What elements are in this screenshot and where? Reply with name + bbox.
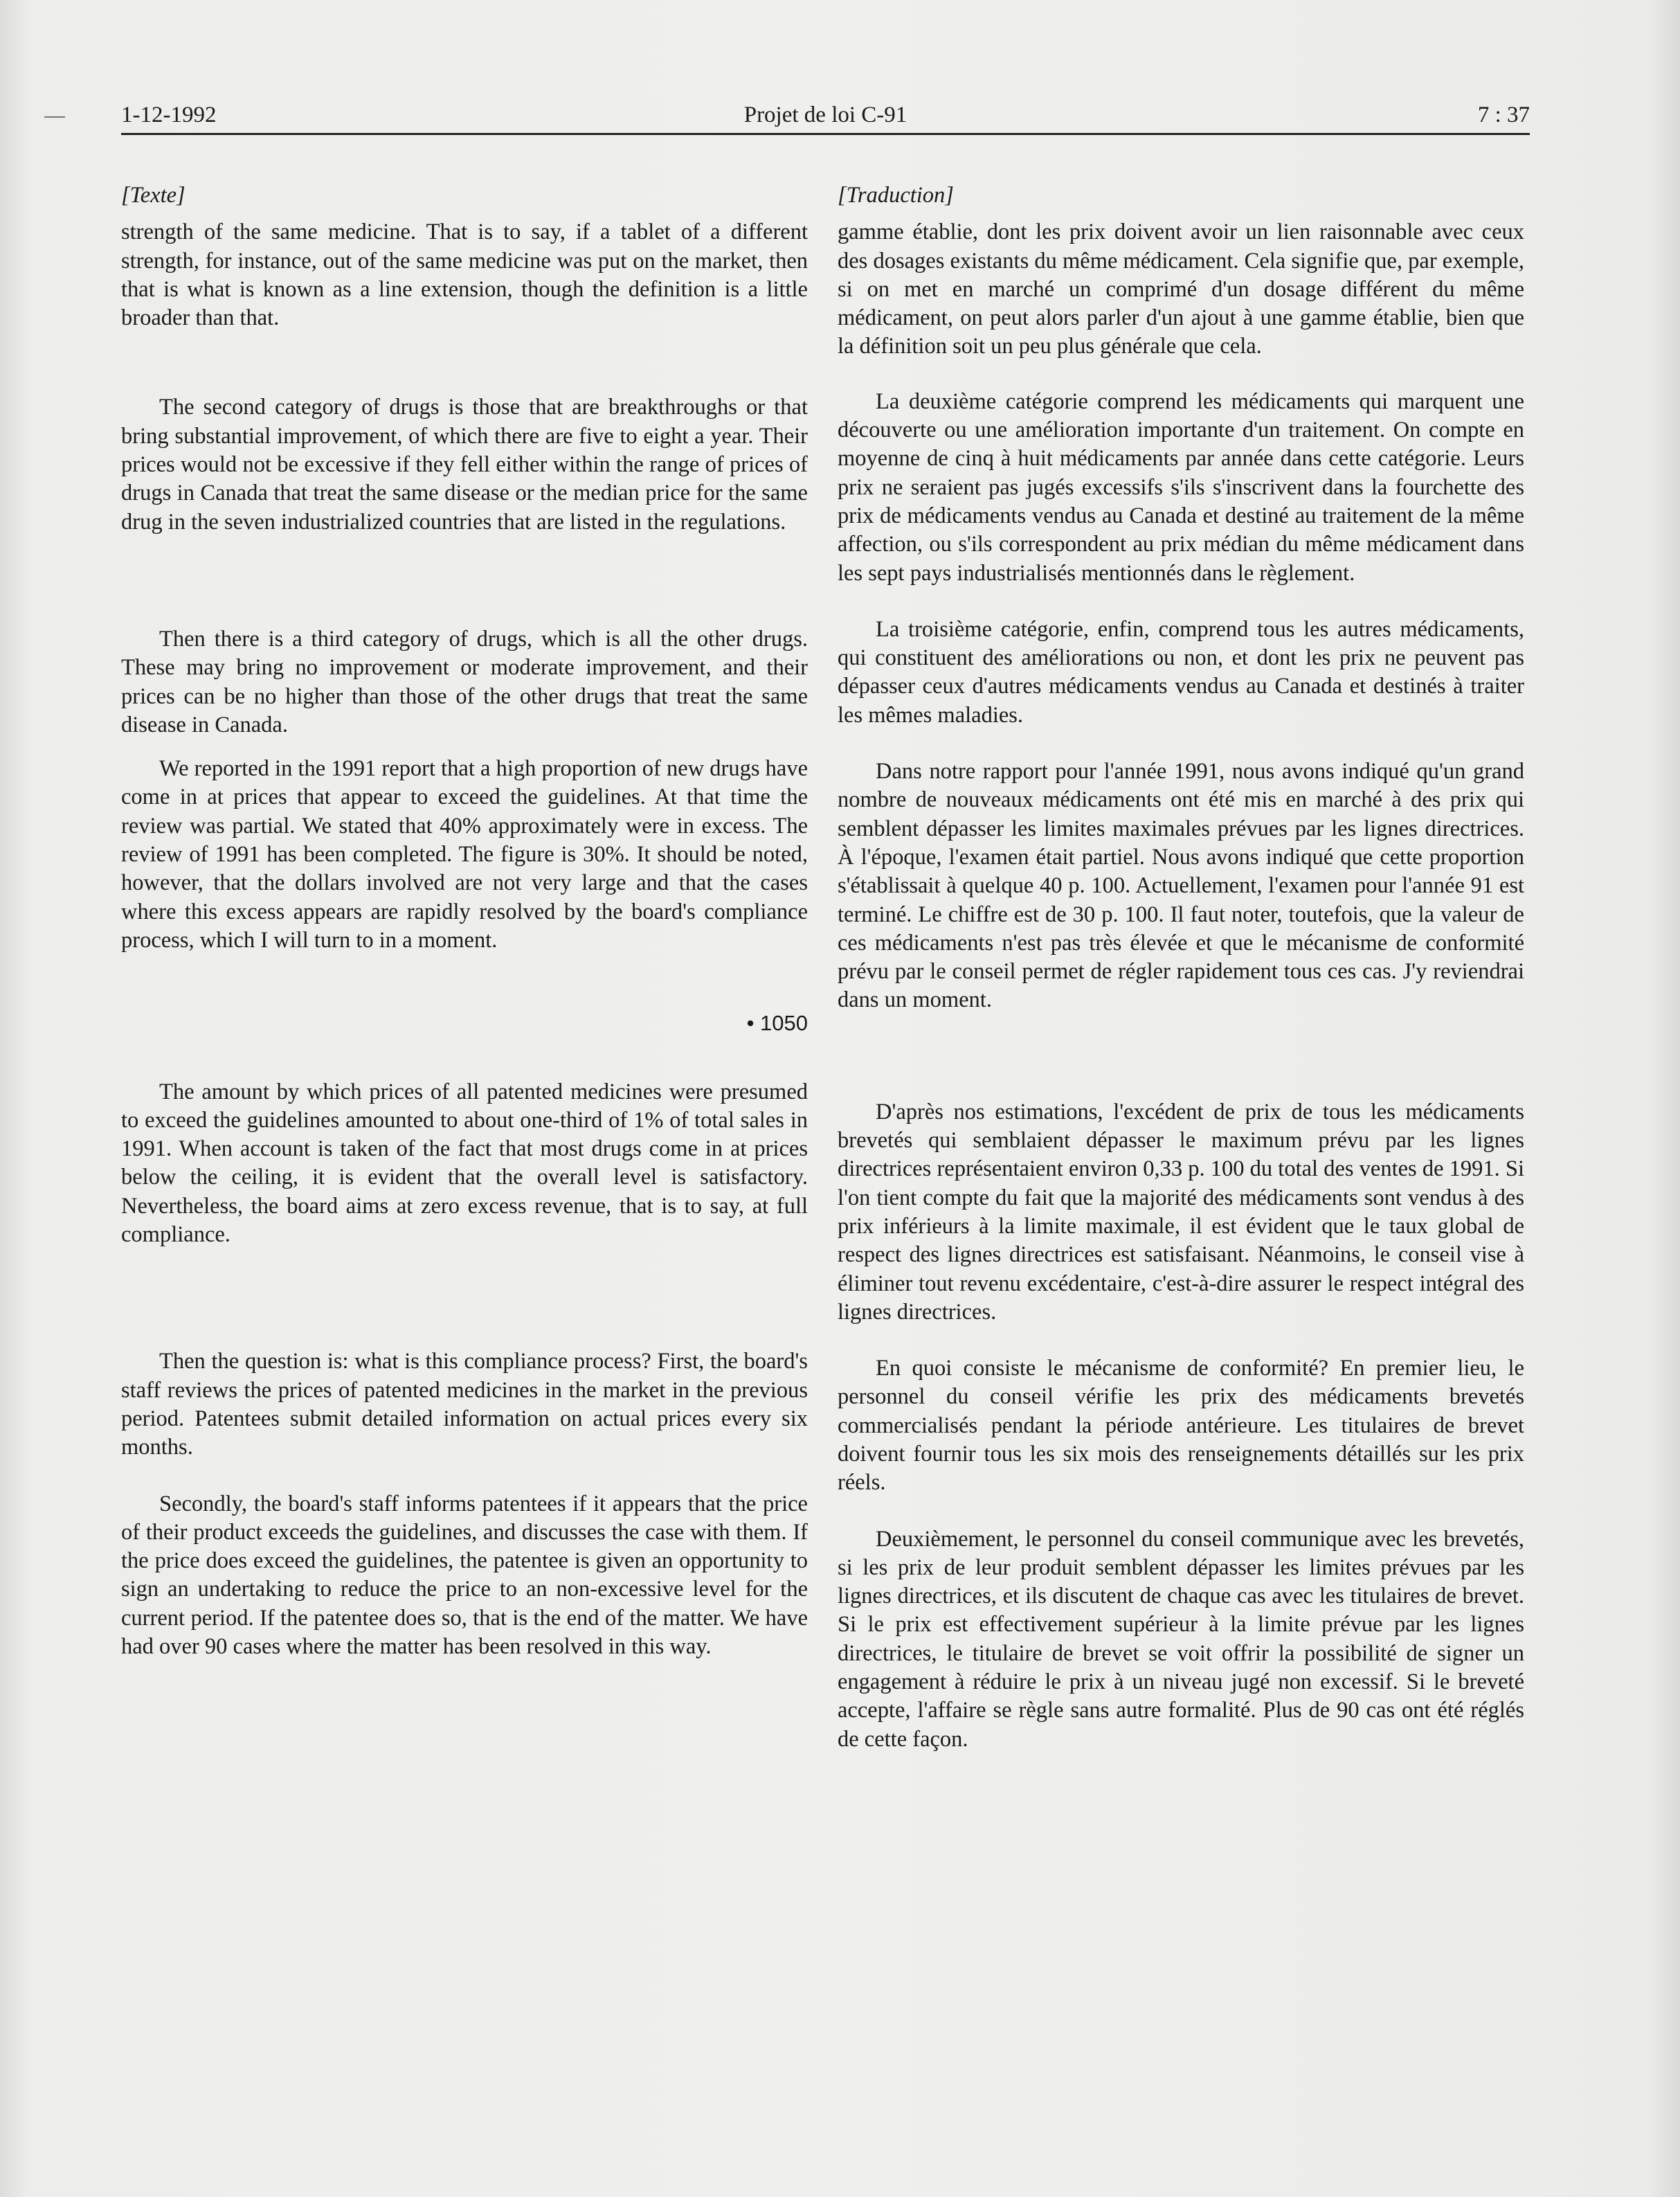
paragraph: La deuxième catégorie comprend les médicaments qui marquent une découverte ou une amélioration importante d'un traitement. On compte en moyenne de cinq à huit médicaments par année dans cette catégorie. Leurs prix ne seraient pas jugés excessifs s'ils s'inscrivent dans la fourchette des prix de médicaments vendus au Canada et destiné au traitement de la même affection, ou s'ils correspondent au prix médian du même médicament dans les sept pays industrialisés mentionnés dans le règlement. <box>838 388 1524 586</box>
paragraph: Dans notre rapport pour l'année 1991, nous avons indiqué qu'un grand nombre de nouveaux médicaments ont été mis en marché à des prix qui semblent dépasser les limites maximales prévues par les lignes directrices. À l'époque, l'examen était partiel. Nous avons indiqué que cette proportion s'établissait à quelque 40 p. 100. Actuellement, l'examen pour l'année 91 est terminé. Le chiffre est de 30 p. 100. Il faut noter, toutefois, que la valeur de ces médicaments n'est pas très élevée et que le mécanisme de conformité prévu par le conseil permet de régler rapidement tous ces cas. J'y reviendrai dans un moment. <box>838 759 1524 1013</box>
margin-mark <box>44 116 65 118</box>
paragraph: We reported in the 1991 report that a high proportion of new drugs have come in at prices that appear to exceed the guidelines. At that time the review was partial. We stated that 40% approximately were in excess. The review of 1991 has been completed. The figure is 30%. It should be noted, however, that the dollars involved are not very large and that the cases where this excess appears are rapidly resolved by the board's compliance process, which I will turn to in a moment. <box>121 756 808 953</box>
header-title: Projet de loi C-91 <box>743 102 907 127</box>
paragraph: Deuxièmement, le personnel du conseil communique avec les brevetés, si les prix de leur produit semblent dépasser les limites prévues par les lignes directrices, et ils discutent de chaque cas avec les titulaires de brevet. Si le prix est effectivement supérieur à la limite prévue par les lignes directrices, le titulaire de brevet se voit offrir la possibilité de signer un engagement à réduire le prix à un niveau jugé non excessif. Si le breveté accepte, l'affaire se règle sans autre formalité. Plus de 90 cas ont été réglés de cette façon. <box>838 1526 1524 1752</box>
paragraph: Secondly, the board's staff informs patentees if it appears that the price of their product exceeds the guidelines, and discusses the case with them. If the price does exceed the guidelines, the patentee is given an opportunity to sign an undertaking to reduce the price to an non-excessive level for the current period. If the patentee does so, that is the end of the matter. We have had over 90 cases where the matter has been resolved in this way. <box>121 1491 808 1659</box>
column-label-texte: [Texte] <box>121 183 186 208</box>
column-label-traduction: [Traduction] <box>838 183 954 208</box>
paragraph: Then the question is: what is this compliance process? First, the board's staff reviews the prices of patented medicines in the market in the previous period. Patentees submit detailed information on actual prices every six months. <box>121 1349 808 1460</box>
paragraph: strength of the same medicine. That is to say, if a tablet of a different strength, for instance, out of the same medicine was put on the market, then that is what is known as a line extension, though the definition is a little broader than that. <box>121 219 808 331</box>
page-header <box>121 102 1530 135</box>
time-marker: • 1050 <box>746 1011 808 1036</box>
header-date: 1-12-1992 <box>121 102 217 127</box>
paragraph: gamme établie, dont les prix doivent avoir un lien raisonnable avec ceux des dosages existants du même médicament. Cela signifie que, par exemple, si on met en marché un comprimé d'un dosage différent du même médicament, on peut alors parler d'un ajout à une gamme établie, bien que la définition soit un peu plus générale que cela. <box>838 219 1524 359</box>
french-column <box>838 181 1524 1754</box>
paragraph: La troisième catégorie, enfin, comprend tous les autres médicaments, qui constituent des améliorations ou non, et dont les prix ne peuvent pas dépasser ceux d'autres médicaments vendus au Canada et destinés à traiter les mêmes maladies. <box>838 616 1524 728</box>
paragraph: The amount by which prices of all patented medicines were presumed to exceed the guidelines amounted to about one-third of 1% of total sales in 1991. When account is taken of the fact that most drugs come in at prices below the ceiling, it is evident that the overall level is satisfactory. Nevertheless, the board aims at zero excess revenue, that is to say, at full compliance. <box>121 1079 808 1248</box>
paragraph: D'après nos estimations, l'excédent de prix de tous les médicaments brevetés qui semblaient dépasser le maximum prévu par les lignes directrices représentaient environ 0,33 p. 100 du total des ventes de 1991. Si l'on tient compte du fait que la majorité des médicaments sont vendus à des prix inférieurs à la limite maximale, il est évident que le taux global de respect des lignes directrices est satisfaisant. Néanmoins, le conseil vise à éliminer tout revenu excédentaire, c'est-à-dire assurer le respect intégral des lignes directrices. <box>838 1099 1524 1325</box>
english-column <box>121 181 808 1661</box>
paragraph: Then there is a third category of drugs, which is all the other drugs. These may bring no improvement or moderate improvement, and their prices can be no higher than those of the other drugs that treat the same disease in Canada. <box>121 626 808 737</box>
paragraph: The second category of drugs is those that are breakthroughs or that bring substantial improvement, of which there are five to eight a year. Their prices would not be excessive if they fell either within the range of prices of drugs in Canada that treat the same disease or the median price for the same drug in the seven industrialized countries that are listed in the regulations. <box>121 395 808 535</box>
header-page-number: 7 : 37 <box>1477 102 1530 127</box>
paragraph: En quoi consiste le mécanisme de conformité? En premier lieu, le personnel du conseil vérifie les prix des médicaments brevetés commercialisés pendant la période antérieure. Les titulaires de brevet doivent fournir tous les six mois des renseignements détaillés sur les prix réels. <box>838 1356 1524 1496</box>
